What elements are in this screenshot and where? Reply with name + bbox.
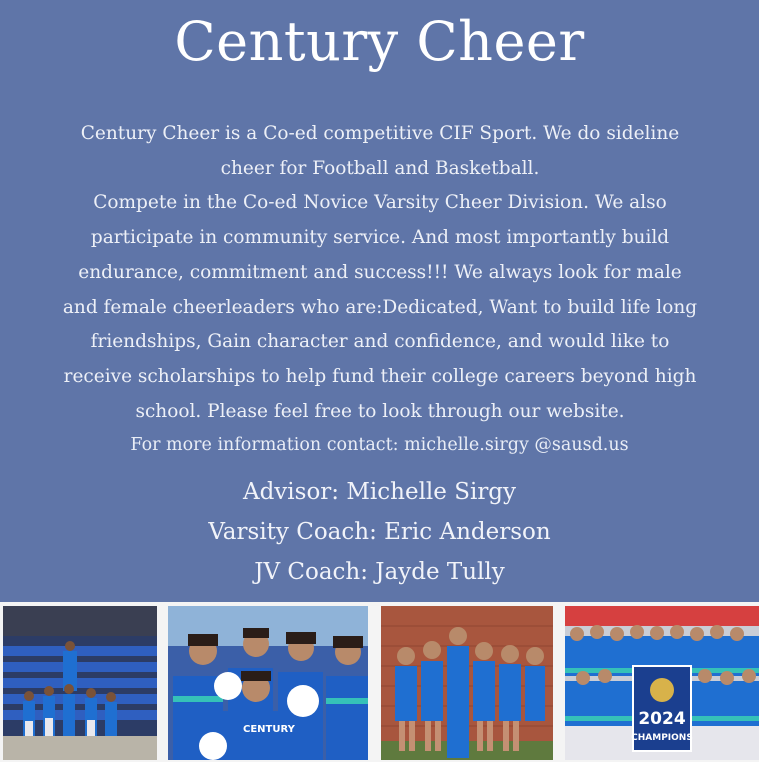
varsity-coach-name: Varsity Coach: Eric Anderson <box>208 519 551 545</box>
banner-year: 2024 <box>638 709 686 729</box>
photo-champions-banner <box>565 606 759 760</box>
description-paragraph-1: Century Cheer is a Co-ed competitive CIF Sport. We do sideline cheer for Football and Basketball. <box>80 123 680 179</box>
description-paragraph-2: Compete in the Co-ed Novice Varsity Cheer Division. We also participate in community service. And most importantly build endurance, commitment and success!!! We always look for male and female cheerleaders who are:Dedicated, Want to build life long friendships, Gain character and confidence, and would like to receive scholarships to help fund their college careers beyond high school. Please feel free to look through our website. <box>62 192 698 422</box>
photo-team-brick-wall <box>381 606 553 760</box>
banner-caption: CHAMPIONS <box>631 733 693 743</box>
jv-coach-name: JV Coach: Jayde Tully <box>254 559 505 585</box>
page-title: Century Cheer <box>174 10 585 73</box>
contact-info: For more information contact: michelle.sirgy @sausd.us <box>130 435 629 455</box>
uniform-lettering: CENTURY <box>243 724 295 735</box>
staff-list <box>0 472 759 592</box>
description <box>60 117 700 429</box>
photo-team-closeup <box>168 606 368 760</box>
advisor-name: Advisor: Michelle Sirgy <box>242 479 517 505</box>
photo-gym-stunt <box>3 606 157 760</box>
